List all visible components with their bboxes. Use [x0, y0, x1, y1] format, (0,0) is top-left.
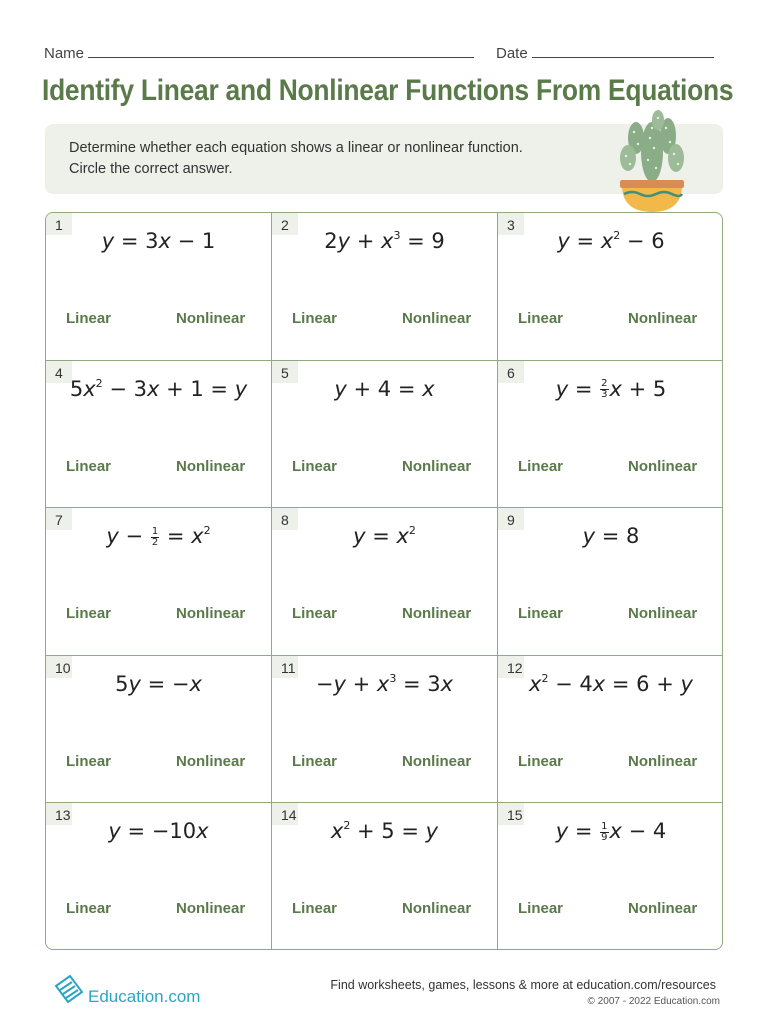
equation: $2y + x^3 = 9$ [324, 229, 445, 253]
linear-option[interactable]: Linear [66, 752, 112, 770]
equation: y + 4 = x [334, 376, 435, 401]
nonlinear-option[interactable]: Nonlinear [176, 310, 246, 327]
name-field[interactable] [44, 44, 474, 62]
linear-option[interactable]: Linear [66, 457, 112, 475]
linear-option[interactable]: Linear [518, 310, 564, 327]
name-blank[interactable] [88, 44, 474, 58]
equation: $x^2 + 5 = y$ [330, 819, 439, 844]
nonlinear-option[interactable]: Nonlinear [402, 310, 472, 327]
problem-cell [498, 361, 723, 509]
problem-number: 10 [46, 656, 72, 678]
problem-cell [272, 508, 498, 656]
problem-cell [46, 803, 272, 950]
problem-cell [498, 803, 723, 950]
equation: y − $\frac{1}{2}$ = $x^2$ [106, 524, 211, 549]
linear-option[interactable]: Linear [518, 605, 564, 623]
problem-cell [498, 508, 723, 656]
date-blank[interactable] [532, 44, 714, 58]
nonlinear-option[interactable]: Nonlinear [628, 752, 698, 770]
footer-tagline: Find worksheets, games, lessons & more at education.com/resources [330, 978, 716, 992]
logo-icon [52, 972, 84, 1008]
problem-cell [272, 656, 498, 804]
equation: y = $\frac{2}{3}$ x + 5 [555, 376, 667, 401]
footer-copyright: © 2007 - 2022 Education.com [587, 996, 720, 1007]
problem-number: 7 [46, 508, 72, 530]
nonlinear-option[interactable]: Nonlinear [176, 752, 246, 770]
nonlinear-option[interactable]: Nonlinear [628, 605, 698, 623]
nonlinear-option[interactable]: Nonlinear [176, 900, 246, 918]
linear-option[interactable]: Linear [518, 900, 564, 918]
equation: $-y + x^3 = 3x$ [315, 671, 454, 696]
problem-cell [272, 803, 498, 950]
equation: y = $\frac{1}{9}$ x − 4 [555, 819, 667, 844]
nonlinear-option[interactable]: Nonlinear [402, 457, 472, 475]
instructions-line-2: Circle the correct answer. [69, 161, 233, 177]
equation: 5y = −x [115, 671, 202, 696]
equation: $x^2 - 4x = 6 + y$ [529, 671, 693, 696]
linear-option[interactable]: Linear [518, 752, 564, 770]
linear-option[interactable]: Linear [66, 605, 112, 623]
cactus-illustration [612, 108, 692, 216]
page-title: Identify Linear and Nonlinear Functions From Equations [42, 74, 734, 107]
problem-number: 13 [46, 803, 72, 825]
problem-number: 12 [498, 656, 524, 678]
nonlinear-option[interactable]: Nonlinear [628, 310, 698, 327]
problem-number: 9 [498, 508, 524, 530]
problem-grid [45, 212, 723, 950]
equation: y = 8 [582, 524, 640, 549]
nonlinear-option[interactable]: Nonlinear [628, 900, 698, 918]
problem-number: 4 [46, 361, 72, 383]
nonlinear-option[interactable]: Nonlinear [176, 605, 246, 623]
date-label: Date [496, 45, 528, 62]
equation: y = 3x − 1 [101, 229, 216, 253]
logo[interactable] [52, 972, 200, 1008]
nonlinear-option[interactable]: Nonlinear [176, 457, 246, 475]
linear-option[interactable]: Linear [66, 900, 112, 918]
linear-option[interactable]: Linear [292, 900, 338, 918]
linear-option[interactable]: Linear [518, 457, 564, 475]
equation: $5x^2 - 3x + 1 = y$ [69, 376, 248, 401]
date-field[interactable] [496, 44, 714, 62]
problem-number: 1 [46, 213, 72, 235]
linear-option[interactable]: Linear [292, 752, 338, 770]
nonlinear-option[interactable]: Nonlinear [402, 900, 472, 918]
linear-option[interactable]: Linear [66, 310, 112, 327]
problem-number: 2 [272, 213, 298, 235]
linear-option[interactable]: Linear [292, 310, 338, 327]
nonlinear-option[interactable]: Nonlinear [628, 457, 698, 475]
problem-number: 15 [498, 803, 524, 825]
name-label: Name [44, 45, 85, 62]
problem-number: 5 [272, 361, 298, 383]
linear-option[interactable]: Linear [292, 457, 338, 475]
problem-number: 8 [272, 508, 298, 530]
problem-number: 14 [272, 803, 298, 825]
equation: $y = x^2$ [353, 524, 416, 549]
problem-cell [498, 213, 723, 361]
problem-cell [272, 213, 498, 361]
nonlinear-option[interactable]: Nonlinear [402, 752, 472, 770]
problem-cell [46, 656, 272, 804]
equation: y = −10x [108, 819, 209, 844]
linear-option[interactable]: Linear [292, 605, 338, 623]
problem-number: 6 [498, 361, 524, 383]
problem-cell [498, 656, 723, 804]
instructions-line-1: Determine whether each equation shows a linear or nonlinear function. [69, 140, 523, 156]
nonlinear-option[interactable]: Nonlinear [402, 605, 472, 623]
problem-cell [46, 361, 272, 509]
instructions-text [69, 138, 523, 180]
logo-text: Education.com [88, 987, 201, 1006]
problem-cell [46, 213, 272, 361]
problem-cell [272, 361, 498, 509]
problem-number: 3 [498, 213, 524, 235]
problem-cell [46, 508, 272, 656]
equation: $y = x^2 - 6$ [557, 229, 665, 253]
problem-number: 11 [272, 656, 298, 678]
